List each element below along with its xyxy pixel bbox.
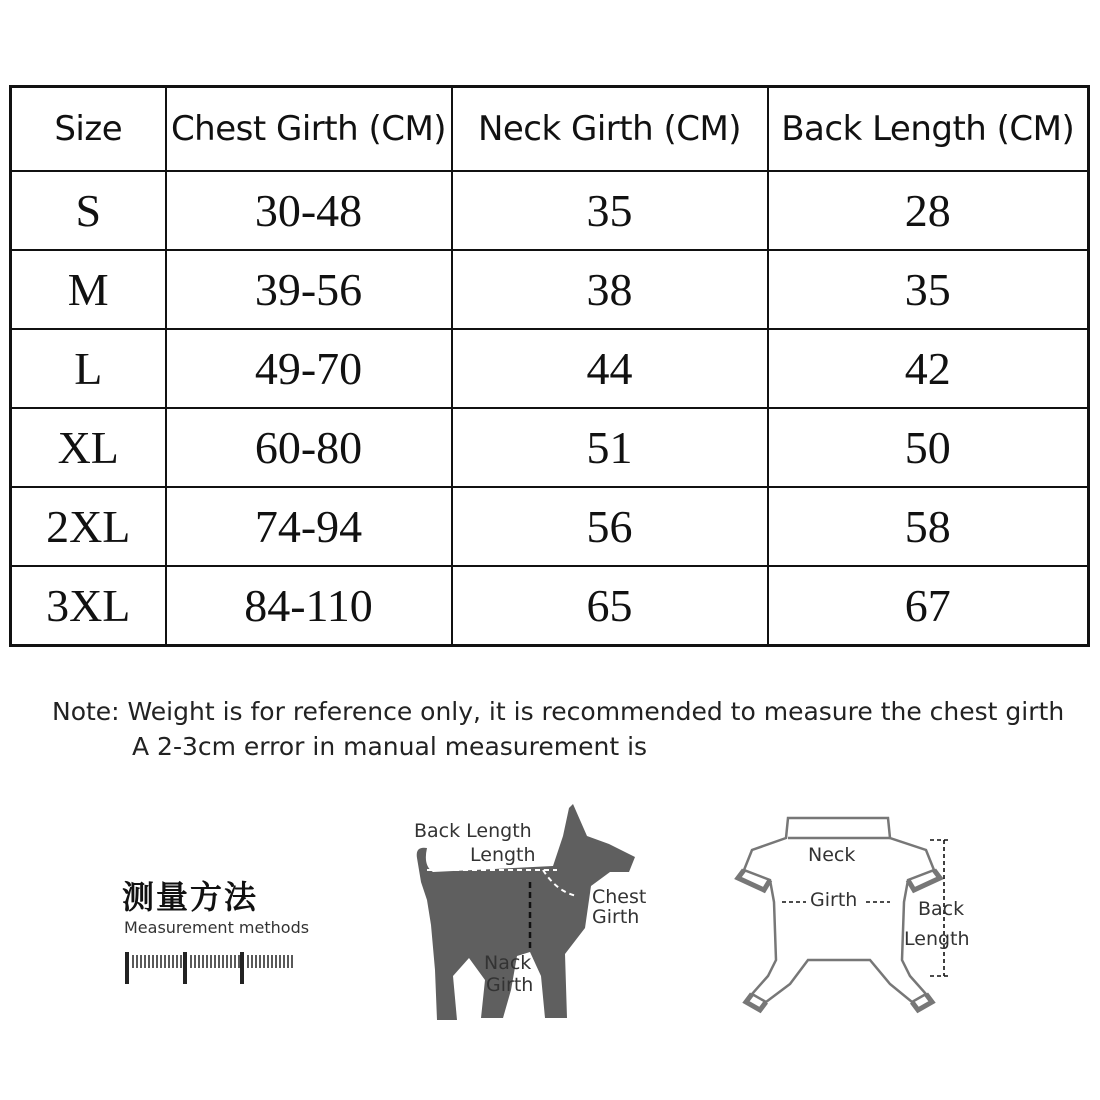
shirt-label-girth: Girth: [810, 889, 858, 911]
ruler-icon: [120, 948, 300, 990]
size-cell: 3XL: [11, 566, 166, 646]
table-row: [11, 250, 1089, 329]
chest-cell: 84-110: [166, 566, 452, 646]
neck-cell: 56: [452, 487, 768, 566]
dog-label-chest-girth: Girth: [592, 906, 640, 928]
chest-cell: 39-56: [166, 250, 452, 329]
size-cell: XL: [11, 408, 166, 487]
dog-label-length: Length: [470, 844, 536, 866]
size-cell: L: [11, 329, 166, 408]
back-cell: 42: [768, 329, 1089, 408]
header-chest-girth: Chest Girth (CM): [166, 87, 452, 172]
back-cell: 58: [768, 487, 1089, 566]
note-line-2: A 2-3cm error in manual measurement is: [132, 732, 648, 761]
shirt-label-back: Back: [918, 898, 965, 920]
dog-label-nack: Nack: [484, 952, 532, 974]
shirt-label-neck: Neck: [808, 844, 856, 866]
chest-cell: 30-48: [166, 171, 452, 250]
size-cell: S: [11, 171, 166, 250]
neck-cell: 44: [452, 329, 768, 408]
note-line-1: Note: Weight is for reference only, it is recommended to measure the chest girth: [52, 697, 1065, 726]
neck-cell: 35: [452, 171, 768, 250]
dog-label-chest: Chest: [592, 886, 647, 908]
table-row: [11, 408, 1089, 487]
table-row: [11, 171, 1089, 250]
dog-label-back-length: Back Length: [414, 820, 532, 842]
table-row: [11, 329, 1089, 408]
table-row: [11, 566, 1089, 646]
header-size: Size: [11, 87, 166, 172]
neck-cell: 65: [452, 566, 768, 646]
chest-cell: 60-80: [166, 408, 452, 487]
measurement-subtitle: Measurement methods: [124, 918, 310, 937]
measurement-title-cn: 测量方法: [122, 878, 259, 916]
header-back-length: Back Length (CM): [768, 87, 1089, 172]
header-neck-girth: Neck Girth (CM): [452, 87, 768, 172]
back-cell: 50: [768, 408, 1089, 487]
back-cell: 67: [768, 566, 1089, 646]
size-chart-table: [9, 85, 1090, 647]
size-cell: M: [11, 250, 166, 329]
back-cell: 35: [768, 250, 1089, 329]
header-row: [11, 87, 1089, 172]
shirt-label-length: Length: [904, 928, 970, 950]
chest-cell: 74-94: [166, 487, 452, 566]
chest-cell: 49-70: [166, 329, 452, 408]
back-cell: 28: [768, 171, 1089, 250]
neck-cell: 38: [452, 250, 768, 329]
neck-cell: 51: [452, 408, 768, 487]
table-row: [11, 487, 1089, 566]
size-cell: 2XL: [11, 487, 166, 566]
dog-label-nack-girth: Girth: [486, 974, 534, 996]
